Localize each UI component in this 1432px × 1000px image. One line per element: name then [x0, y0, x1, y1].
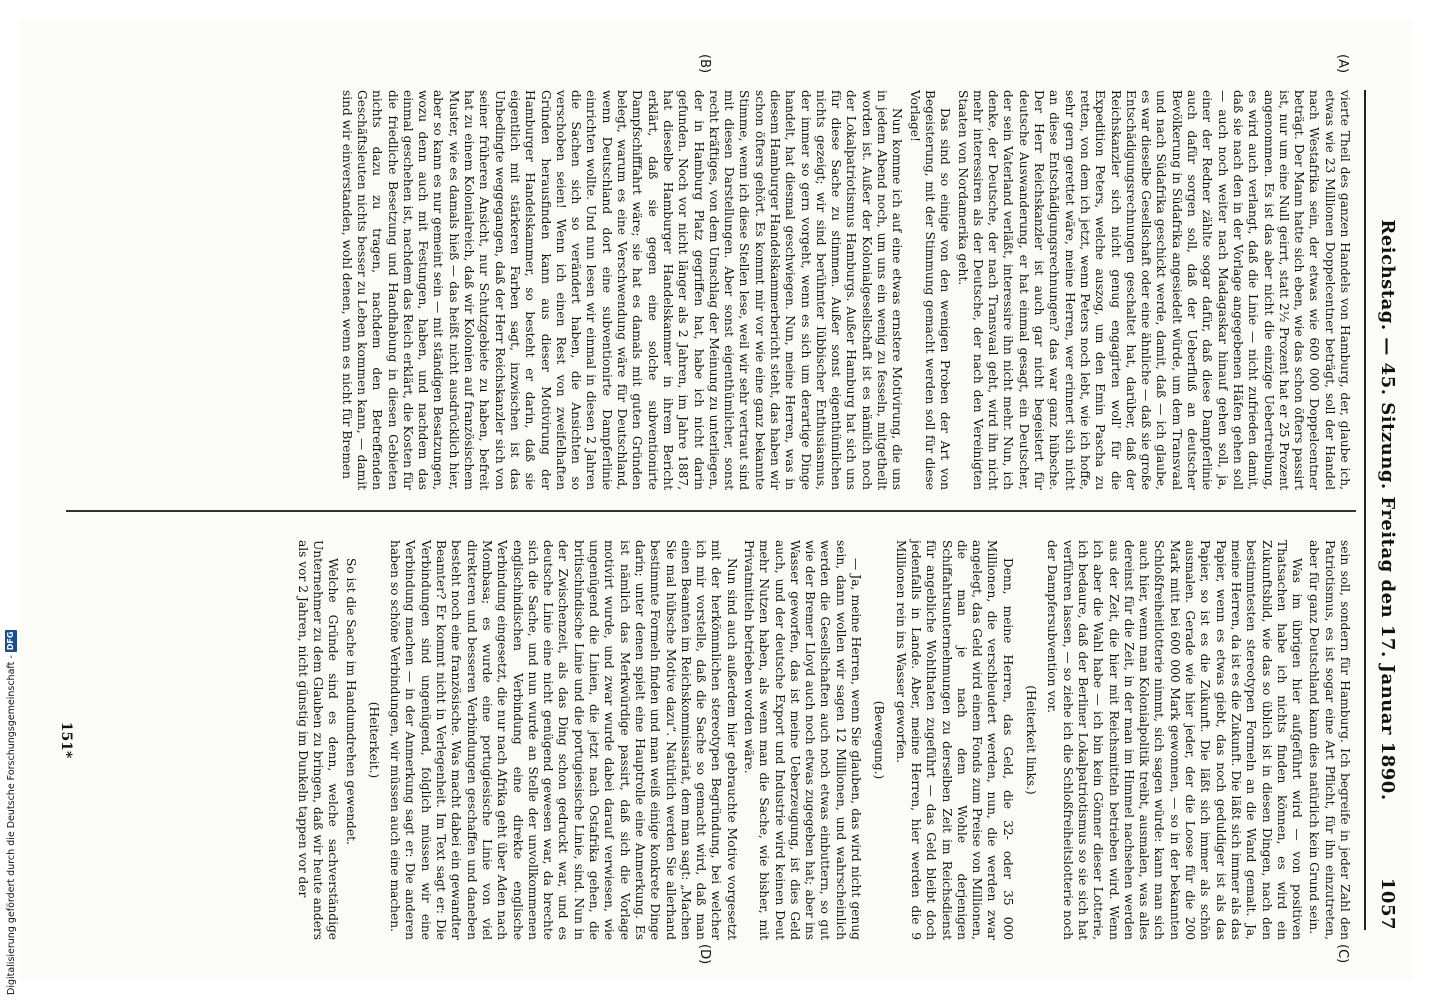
paragraph: Nun sind auch außerdem hier gebrauchte Motive vorgesetzt mit der herkömmlichen stereotypen Begründung, bei welcher ich mir vorstelle, daß die Sache so gemacht wird, daß man einen Beamten im Reichskommissariat, dem man sagt: „Machen Sie mal hübsche Motive dazu“. Natürlich werden Sie allerhand bestimmte Formeln finden und man weiß einige konkrete Dinge darin; unter denen spielt eine Hauptrolle eine Anmerkung. Es ist nämlich das Merkwürdige passirt, daß sich die Vorlage motivirt wurde, und zwar wurde dabei darauf verwiesen, wie ungenügend die Linien, die jetzt nach Ostafrika gehen, die britischindische Linie und die portugiesische Linie, sind. Nun in der Zwischenzeit, als das Ding schon gedruckt war, und es deutsche Linie eine nicht genügend gewesen war, da brechte sich die Sache, und nun wurde an Stelle der unvollkommenen englischindischen Verbindung eine direkte englische Verbindung eingesetzt, die nur nach Afrika geht über Aden nach Mombasa; es wurde eine portugiesische Linie von viel direkteren und besseren Verbindungen geschaffen und daneben besteht noch eine französische. Was macht dabei ein gewandter Beamter? Er kommt nicht in Verlegenheit. Im Text sagt er: Die Verbindungen sind ungenügend, folglich müssen wir eine Verbindung machen — in der Anmerkung sagt er: Die anderen haben so schöne Verbindungen, wir müssen auch eine machen. — [388, 540, 739, 940]
margin-marker-a: (A) — [1335, 54, 1350, 74]
paragraph: Nun komme ich auf eine etwas ernstere Motivirung, die uns in jedem Abend noch, um uns ein wenig zu fesseln, mitgetheilt worden ist. Außer der Kolonialgesellschaft ist es nämlich noch der Lokalpatriotismus Hamburgs. Außer Hamburg hat sich uns für diese Sache zu stimmen. Außer sonst eigenthümlichen nichts gezeigt; wir sind berühmter lübbischer Enthusiasmus, der immer so gern vorgeht, wenn es sich um derartige Dinge handelt, hat diesmal geschwiegen. Nun, meine Herren, was in diesem Hamburger Handelskammerbericht steht, das haben wir schon öfters gehört. Es kommt mir vor wie eine ganz bekannte Stimme, wenn ich diese Stellen lese, weil wir sehr vertraut sind mit diesen Darstellungen. Aber sonst eigenthümlicher, sonst recht kräftiges, von dem Umschlag der Meinung zu unterliegen, der in Hamburg Platz gegriffen hat, habe ich nicht darin gefunden. Noch vor nicht länger als 2 Jahren, im Jahre 1887, hat dieselbe Hamburger Handelskammer in ihrem Bericht erklärt, daß sie gegen eine solche subventionirte Dampfschifffahrt wäre; sie hat es damals mit guten Gründen belegt, warum es eine Verschwendung wäre für Deutschland, wenn Deutschland dort eine subventionirte Dampferlinie einrichten wollte. Und nun lesen wir einmal in diesen 2 Jahren die Sachen sich so verändert haben, die Ansichten so verschoben seien! Wenn ich einen Rest von zweifelhaften Gründen herausfinden kann aus dieser Motivirung der Hamburger Handelskammer, so besteht er darin, daß sie eigentlich mit stärkeren Farben sagt, inzwischen ist das Unbedingte weggegangen, daß der Herr Reichskanzler sich von seiner früheren Ansicht, nur Schutzgebiete zu haben, befreit hat zu einem Kolonialreich, daß wir Kolonien auf französischem Muster, wie es damals hieß — das heißt nicht ausdrücklich hier, aber so kann es nur gemeint sein — mit ständigen Besatzungen, wozu denn auch mit Festungen, haben, und nachdem das einmal geschehen ist, nachdem das Reich erklärt, die Kosten für die friedliche Besetzung und Handhabung in diesen Gebieten nichts dazu zu tragen, nachdem den Betreffenden Geschäftsleuten nichts besser zu Leben kommen kann, — damit sind wir einverstanden, wohl denen, wenn es nicht für Bremen — [339, 90, 905, 490]
paragraph: — Ja, meine Herren, wenn Sie glauben, das wird nicht genug sein, dann wollen wir sagen 12 Millionen, und wahrscheinlich werden die Gesellschaften auch noch etwas einbuttern, so gut wie der Bremer Lloyd auch noch etwas zugegeben hat; aber ins Wasser geworfen, das ist meine Ueberzeugung, ist dies Geld auch, und der deutsche Export und Industrie wird keinen Deut mehr Nutzen haben, als wenn man die Sache, wie bisher, mit Privatmitteln betrieben worden wäre. — [742, 540, 864, 940]
interjection: (Heiterkeit links.) — [1024, 685, 1039, 795]
paragraph: Was im übrigen hier aufgeführt wird — von positiven Thatsachen habe ich nichts finden können, es wird ein Zukunftsbild, wie das so üblich ist in diesen Dingen, nach den bestimmtesten stereotypen Formeln an die Wand gemalt. Ja, meine Herren, da ist es die Zukunft. Die läßt sich immer als das Papier, wenn es etwas giebt, das noch geduldiger ist als das Papier, so ist es die Zukunft. Die läßt sich immer als schön ausmalen. Gerade wie hier jeder, der die Loose für die 200 Mark mitt bei 600 000 Mark gewonnen, — so in der bekannten Schloßfreiheitlotterie nimmt, sich sagen würde: kann man sich auch hier, wenn man Kolonialpolitik treibt, ausmalen, was alles dereinst für die Zeit, in der man im Himmel nachsehen werden aus der Zeit, die hier mit Reichsmitteln betrieben wird. Wenn ich aber die Wahl habe — ich bin kein Gönner dieser Lotterie, ich bedaure, daß der Berliner Lokalpatriotismus so sie sich hat verführen lassen, — so ziehe ich die Schloßfreiheitslotterie noch der Dampfersubvention vor. — [1045, 540, 1305, 940]
newspaper-page — [20, 20, 1412, 980]
margin-marker-b: (B) — [697, 54, 712, 74]
paragraph: Welche Gründe sind es denn, welche sachverständige Unternehmer zu dem Glauben zu bringen, daß wir heute anders als vor 2 Jahren, nicht günstig im Dunkeln tappen vor der — [295, 540, 341, 940]
signature-mark: 151* — [58, 721, 74, 759]
paragraph: vierte Theil des ganzen Handels von Hamburg, der, glaube ich, etwas wie 23 Millionen Doppelcentner beträgt, soll der Handel nach Westafrika sein, der etwas wie 600 000 Doppelcentner beträgt. Der Mann hatte sich eben, wie das schon öfters passirt ist, nur um eine Null geirrt, statt 2½ Prozent hat er 25 Prozent angenommen. Es ist das aber nicht die einzige Uebertreibung, es wird auch verlangt, daß die Linie — nicht zufrieden damit, daß sie nach den in der Vorlage angegebenen Häfen gehen soll — auch noch weiter nach Madagaskar hinauf gehen soll, ja, einer der Redner zählte sogar dafür, daß diese Dampferlinie auch dafür sorgen soll, daß der Ueberfluß an deutscher Bevölkerung in Südafrika angesiedelt würde, um dem Transvaal und nach Südafrika geschickt werde, damit, daß — ich glaube, es war dieselbe Gesellschaft oder eine ähnliche — daß sie große Entschädigungsrechnungen geschaltet hat, darüber, daß der Reichskanzler sich nicht genug engagirten woll' für die Expedition Peters, welche auszog, um den Emin Pascha zu retten, von dem ich jetzt, wenn Peters noch lebt, wie ich hoffe, sehr gern gerettet wäre, meine Herren, wer erinnert sich nicht an diese Entschädigungsrechnungen? das war ganz hübsche. Der Herr Reichskanzler ist auch gar nicht begeistert für deutsche Auswanderung, er hat einmal gesagt, ein Deutscher, der sein Vaterland verläßt, interessire ihn nicht mehr. Nun, ich denke, der Deutsche, der nach Transvaal geht, wird ihn nicht mehr interessiren als der Deutsche, der nach den Vereinigten Staaten von Nordamerika geht. — [955, 90, 1352, 490]
paragraph: Das sind so einige von den wenigen Proben der Art von Begeisterung, mit der Stimmung gemacht werden soll für diese Vorlage! — [907, 90, 953, 490]
running-head — [1364, 90, 1404, 930]
dfg-logo-icon: DFG — [6, 631, 15, 651]
interjection: (Heiterkeit.) — [366, 701, 381, 779]
paragraph: Denn, meine Herren, das Geld, die 32- oder 35 000 Millionen, die verschleudert werden, nun, die werden zwar angelegt, das Geld wird einem Fonds zum Preise von Millionen, die man je nach dem Wohle derjenigen Schiffahrtsunternehmungen zu derselben Zeit im Reichsdienst für angebliche Wohlthaten zugeführt — das Geld bleibt doch jedenfalls in Lande. Aber, meine Herren, hier werden die 9 Millionen rein ins Wasser geworfen. — [893, 540, 1015, 940]
paragraph: sein soll, sondern für Hamburg. Ich begreife in jeder Zahl den Patriotismus, es ist sogar eine Art Pflicht, für ihn einzutreten, aber für ganz Deutschland kann dies natürlich kein Grund sein. — [1307, 540, 1352, 940]
credit-text: Digitalisierung gefördert durch die Deutsche Forschungsgemeinschaft - — [5, 655, 17, 995]
paragraph: So ist die Sache im Handumdrehen gewendet. — [343, 558, 358, 845]
margin-marker-c: (C) — [1335, 944, 1350, 964]
page-number: 1057 — [1377, 877, 1398, 930]
margin-marker-d: (D) — [697, 944, 712, 965]
interjection: (Bewegung.) — [872, 700, 887, 780]
left-column — [336, 90, 1352, 490]
right-column — [292, 540, 1352, 940]
page-title: Reichstag. — 45. Sitzung. Freitag den 17. Januar 1890. — [1377, 219, 1398, 801]
digitization-credit — [4, 631, 18, 995]
column-divider — [66, 510, 1356, 512]
